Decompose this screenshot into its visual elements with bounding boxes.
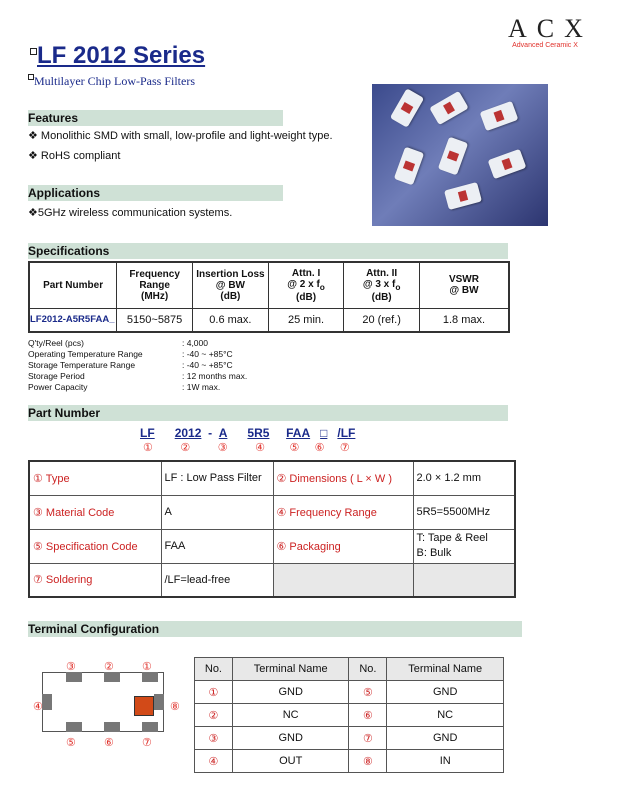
page-title: LF 2012 Series [30, 42, 205, 70]
application-item: ❖5GHz wireless communication systems. [28, 207, 233, 219]
square-bullet-icon [30, 48, 37, 55]
part-number-markers: ① ② ③ ④ ⑤ ⑥ ⑦ [143, 442, 350, 454]
tc-name: NC [232, 704, 349, 727]
pn-value: 2.0 × 1.2 mm [413, 461, 515, 495]
spec-cell: 1.8 max. [419, 308, 509, 332]
tc-name: GND [387, 681, 504, 704]
part-number-table [28, 460, 516, 598]
diagram-label: ② [104, 661, 114, 673]
diagram-label: ⑥ [104, 737, 114, 749]
diagram-label: ⑧ [170, 701, 180, 713]
tc-no: ⑤ [349, 681, 387, 704]
logo-subtitle: Advanced Ceramic X [512, 42, 578, 49]
tc-name: GND [232, 681, 349, 704]
tc-no: ③ [195, 727, 233, 750]
tc-name: NC [387, 704, 504, 727]
product-photo [372, 84, 548, 226]
pn-empty [413, 563, 515, 597]
tc-no: ⑦ [349, 727, 387, 750]
diagram-label: ③ [66, 661, 76, 673]
pn-value: FAA [161, 529, 273, 563]
tc-col-header: Terminal Name [387, 658, 504, 681]
pn-empty [273, 563, 413, 597]
brand-logo [500, 14, 593, 49]
part-number-header: Part Number [28, 405, 508, 421]
diagram-label: ① [142, 661, 152, 673]
pn-label: ⑥ Packaging [273, 529, 413, 563]
applications-header: Applications [28, 185, 283, 201]
spec-cell: 20 (ref.) [344, 308, 420, 332]
pn-value: LF : Low Pass Filter [161, 461, 273, 495]
pin1-marker [134, 696, 154, 716]
terminal-header: Terminal Configuration [28, 621, 522, 637]
spec-notes-labels: Q'ty/Reel (pcs) Operating Temperature Range Storage Temperature Range Storage Period Power Capacity [28, 338, 143, 392]
tc-name: IN [387, 750, 504, 773]
tc-no: ⑥ [349, 704, 387, 727]
pn-label: ④ Frequency Range [273, 495, 413, 529]
page-subtitle: Multilayer Chip Low-Pass Filters [28, 74, 195, 89]
spec-notes-values: : 4,000 : -40 ~ +85°C : -40 ~ +85°C : 12 months max. : 1W max. [182, 338, 248, 392]
spec-col-header: Insertion Loss @ BW (dB) [193, 262, 269, 308]
spec-cell: 25 min. [268, 308, 344, 332]
terminal-diagram [38, 672, 168, 732]
tc-no: ① [195, 681, 233, 704]
specifications-header: Specifications [28, 243, 508, 259]
diagram-label: ④ [33, 701, 43, 713]
diagram-label: ⑦ [142, 737, 152, 749]
diagram-label: ⑤ [66, 737, 76, 749]
pn-value: T: Tape & Reel B: Bulk [413, 529, 515, 563]
tc-col-header: No. [195, 658, 233, 681]
spec-part-number: LF2012-A5R5FAA_ [29, 308, 117, 332]
spec-cell: 0.6 max. [193, 308, 269, 332]
pn-value: /LF=lead-free [161, 563, 273, 597]
tc-col-header: Terminal Name [232, 658, 349, 681]
logo-text: ACX [508, 14, 593, 43]
tc-no: ⑧ [349, 750, 387, 773]
pn-label: ⑦ Soldering [29, 563, 161, 597]
spec-col-header: Attn. I @ 2 x $f_o$ (dB) [268, 262, 344, 308]
feature-item: ❖ Monolithic SMD with small, low-profile and light-weight type. [28, 130, 333, 142]
spec-col-header: Part Number [29, 262, 117, 308]
specifications-table [28, 261, 510, 333]
tc-no: ② [195, 704, 233, 727]
spec-col-header: Attn. II @ 3 x $f_o$ (dB) [344, 262, 420, 308]
tc-no: ④ [195, 750, 233, 773]
spec-cell: 5150~5875 [117, 308, 193, 332]
pn-label: ① Type [29, 461, 161, 495]
tc-col-header: No. [349, 658, 387, 681]
terminal-table [194, 657, 504, 773]
tc-name: GND [387, 727, 504, 750]
pn-label: ② Dimensions ( L × W ) [273, 461, 413, 495]
pn-value: 5R5=5500MHz [413, 495, 515, 529]
feature-item: ❖ RoHS compliant [28, 150, 121, 162]
part-number-code: LF 2012 - A 5R5 FAA □ /LF [140, 426, 356, 440]
tc-name: GND [232, 727, 349, 750]
spec-col-header: VSWR @ BW [419, 262, 509, 308]
pn-label: ⑤ Specification Code [29, 529, 161, 563]
tc-name: OUT [232, 750, 349, 773]
pn-label: ③ Material Code [29, 495, 161, 529]
spec-col-header: Frequency Range (MHz) [117, 262, 193, 308]
features-header: Features [28, 110, 283, 126]
pn-value: A [161, 495, 273, 529]
